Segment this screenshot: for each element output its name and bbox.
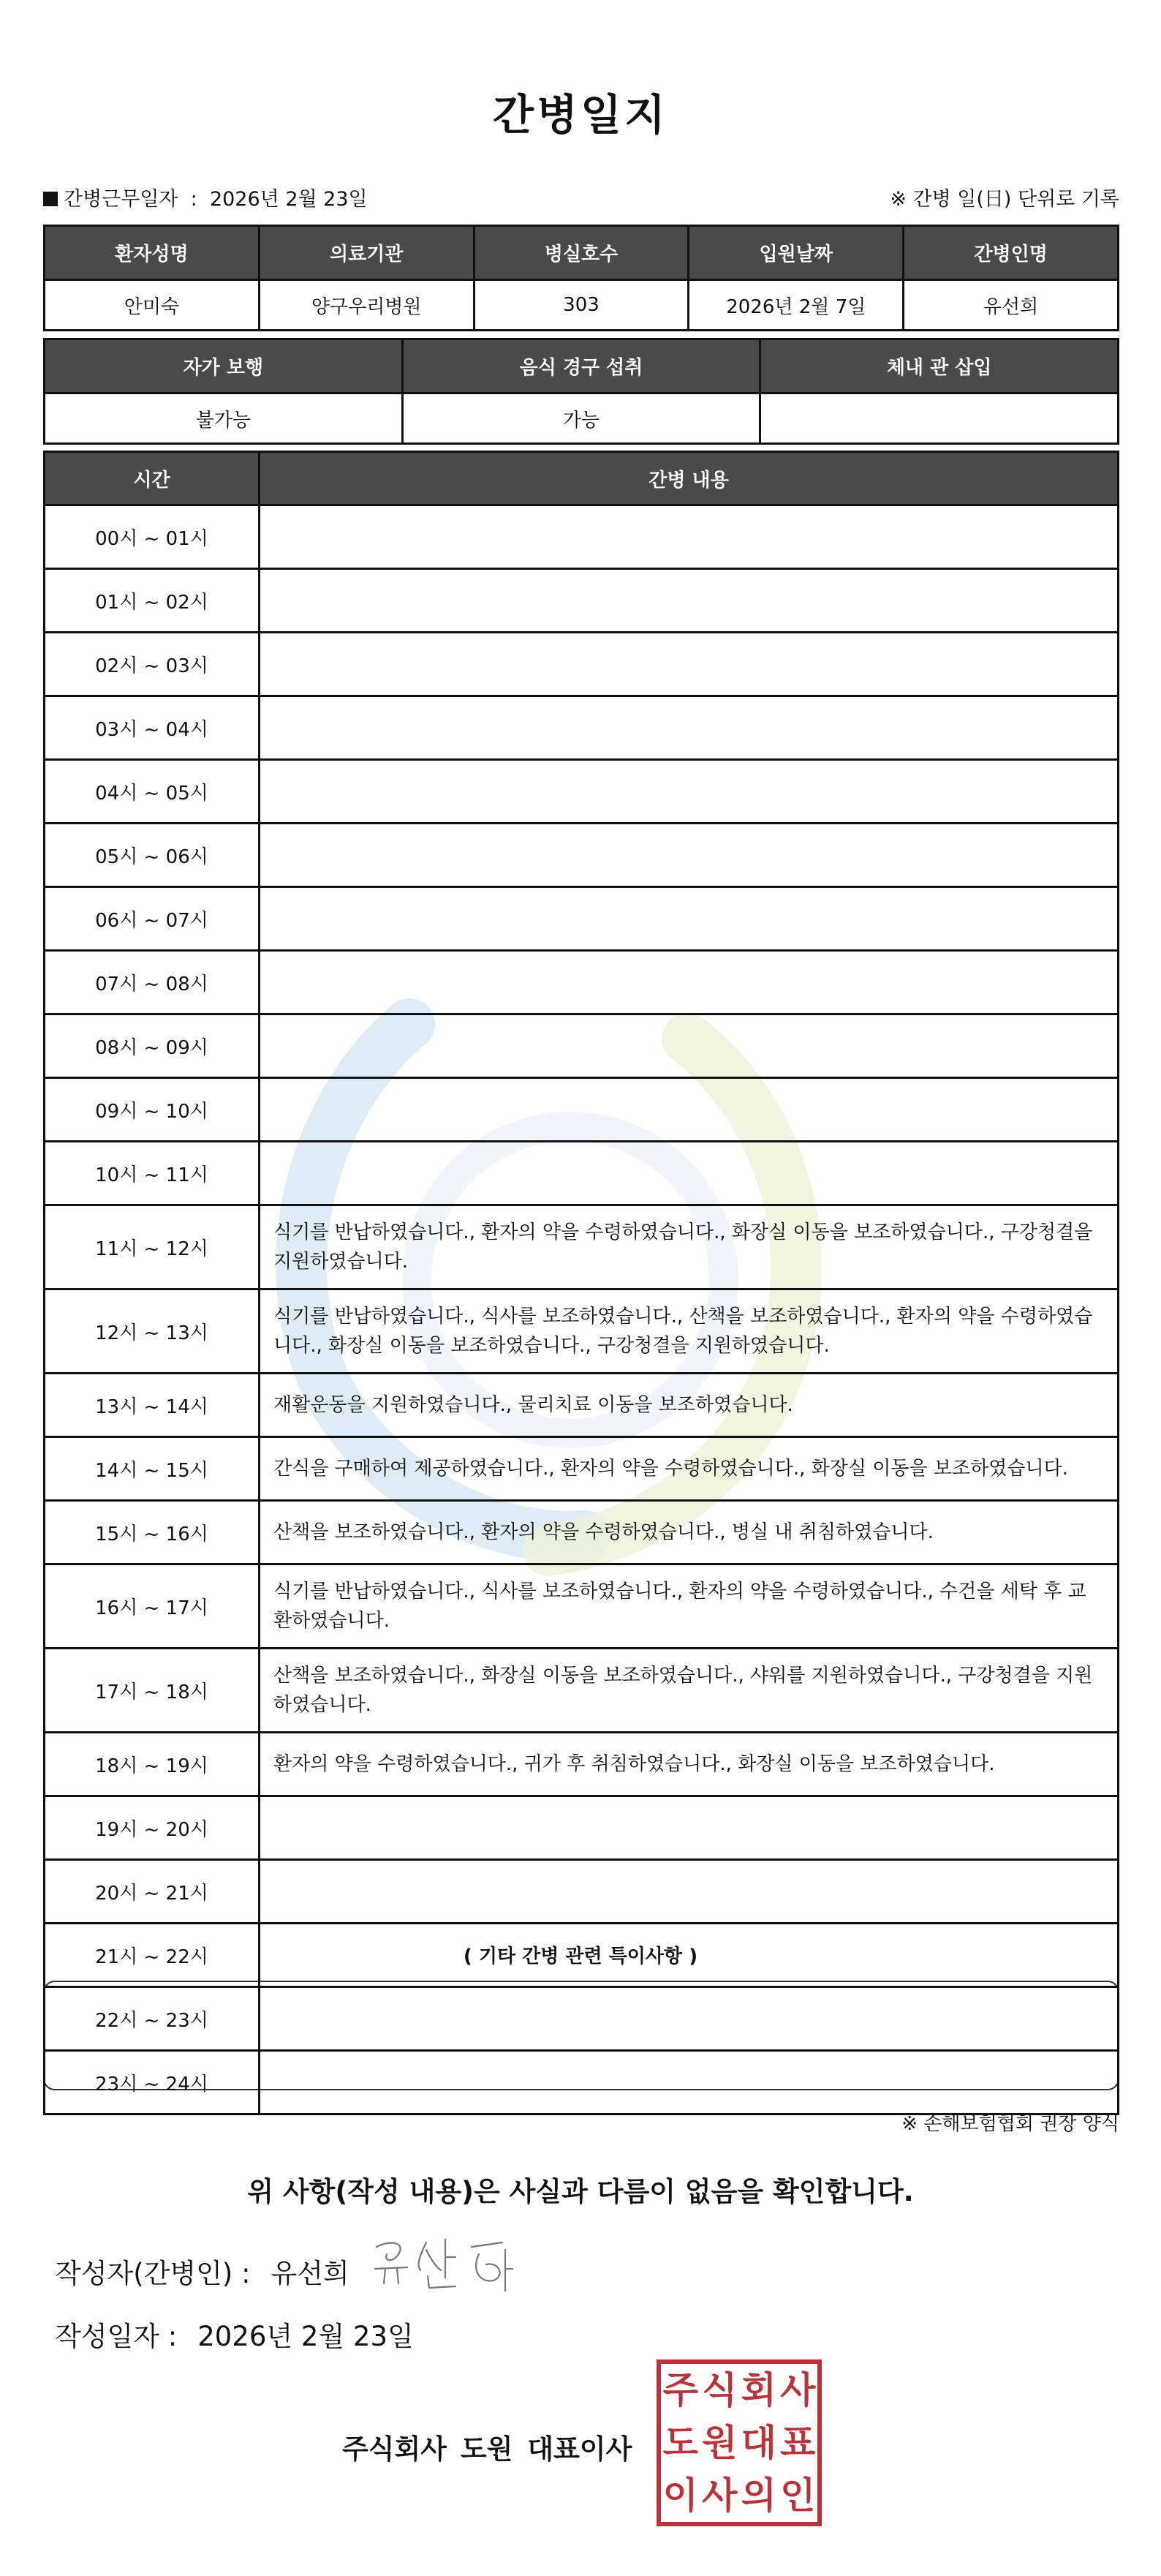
- patient-name-value: 안미숙: [45, 280, 260, 331]
- care-log-row: [45, 1649, 1119, 1733]
- log-time-cell: 20시 ~ 21시: [45, 1860, 260, 1924]
- work-date-value: 2026년 2월 23일: [209, 188, 368, 211]
- author-label: 작성자(간병인) :: [55, 2258, 251, 2289]
- care-log-row: [45, 1078, 1119, 1142]
- log-content-cell: 산책을 보조하였습니다., 환자의 약을 수령하였습니다., 병실 내 취침하였습니다.: [260, 1501, 1119, 1564]
- work-date: [43, 183, 368, 211]
- log-time-cell: 19시 ~ 20시: [45, 1796, 260, 1860]
- log-content-cell: [260, 633, 1119, 696]
- log-time-cell: 05시 ~ 06시: [45, 824, 260, 887]
- header-room: 병실호수: [474, 226, 689, 280]
- seal-char: 표: [780, 2422, 816, 2464]
- header-care-content: 간병 내용: [260, 452, 1119, 505]
- care-log-row: [45, 1142, 1119, 1205]
- log-content-cell: 재활운동을 지원하였습니다., 물리치료 이동을 보조하였습니다.: [260, 1374, 1119, 1437]
- log-time-cell: 01시 ~ 02시: [45, 569, 260, 633]
- header-time: 시간: [45, 452, 260, 505]
- care-log-row: [45, 1501, 1119, 1564]
- log-time-cell: 13시 ~ 14시: [45, 1374, 260, 1437]
- admission-date-value: 2026년 2월 7일: [689, 280, 904, 331]
- tube-insertion-value: [760, 393, 1119, 444]
- log-time-cell: 10시 ~ 11시: [45, 1142, 260, 1205]
- header-self-walking: 자가 보행: [45, 339, 403, 393]
- log-content-cell: [260, 1078, 1119, 1142]
- log-content-cell: [260, 951, 1119, 1014]
- seal-char: 의: [741, 2474, 776, 2517]
- care-log-row: [45, 1437, 1119, 1501]
- header-hospital: 의료기관: [259, 226, 474, 280]
- log-time-cell: 07시 ~ 08시: [45, 951, 260, 1014]
- form-note: ※ 손해보험협회 권장 양식: [901, 2113, 1119, 2135]
- log-time-cell: 14시 ~ 15시: [45, 1437, 260, 1501]
- log-time-cell: 23시 ~ 24시: [45, 2051, 260, 2114]
- seal-grid: [657, 2360, 822, 2526]
- log-content-cell: [260, 1860, 1119, 1924]
- room-value: 303: [474, 280, 689, 331]
- log-content-cell: 식기를 반납하였습니다., 식사를 보조하였습니다., 환자의 약을 수령하였습니다., 수건을 세탁 후 교환하였습니다.: [260, 1564, 1119, 1649]
- log-content-cell: 간식을 구매하여 제공하였습니다., 환자의 약을 수령하였습니다., 화장실 이동을 보조하였습니다.: [260, 1437, 1119, 1501]
- log-content-cell: [260, 824, 1119, 887]
- log-time-cell: 09시 ~ 10시: [45, 1078, 260, 1142]
- log-content-cell: 식기를 반납하였습니다., 식사를 보조하였습니다., 산책을 보조하였습니다., 환자의 약을 수령하였습니다., 화장실 이동을 보조하였습니다., 구강청결을 지원하였습니다.: [260, 1289, 1119, 1374]
- care-log-row: [45, 824, 1119, 887]
- log-content-cell: 식기를 반납하였습니다., 환자의 약을 수령하였습니다., 화장실 이동을 보조하였습니다., 구강청결을 지원하였습니다.: [260, 1205, 1119, 1289]
- header-admission-date: 입원날짜: [689, 226, 904, 280]
- header-patient-name: 환자성명: [45, 226, 260, 280]
- log-content-cell: [260, 505, 1119, 569]
- seal-char: 식: [702, 2369, 738, 2411]
- patient-status-table: [43, 338, 1119, 445]
- log-content-cell: [260, 1014, 1119, 1078]
- record-note: ※ 간병 일(日) 단위로 기록: [890, 188, 1119, 211]
- header-oral-intake: 음식 경구 섭취: [402, 339, 760, 393]
- log-time-cell: 21시 ~ 22시: [45, 1924, 260, 1987]
- care-log-row: [45, 1860, 1119, 1924]
- log-content-cell: [260, 569, 1119, 633]
- oral-intake-value: 가능: [402, 393, 760, 444]
- log-content-cell: [260, 696, 1119, 760]
- log-time-cell: 00시 ~ 01시: [45, 505, 260, 569]
- care-log-body: [45, 505, 1119, 2114]
- work-date-label: 간병근무일자: [64, 188, 178, 211]
- confirmation-statement: 위 사항(작성 내용)은 사실과 다름이 없음을 확인합니다.: [247, 2176, 914, 2207]
- seal-char: 사: [702, 2474, 738, 2517]
- care-log-row: [45, 569, 1119, 633]
- log-content-cell: [260, 887, 1119, 951]
- author-name: 유선희: [271, 2258, 349, 2289]
- care-log-row: [45, 633, 1119, 696]
- notes-title: ( 기타 간병 관련 특이사항 ): [463, 1946, 698, 1967]
- care-log-row: [45, 1564, 1119, 1649]
- log-time-cell: 18시 ~ 19시: [45, 1733, 260, 1796]
- care-log-table: [43, 451, 1119, 2115]
- log-time-cell: 03시 ~ 04시: [45, 696, 260, 760]
- self-walking-value: 불가능: [45, 393, 403, 444]
- care-log-row: [45, 1733, 1119, 1796]
- log-time-cell: 22시 ~ 23시: [45, 1987, 260, 2051]
- handwritten-signature: [369, 2232, 515, 2298]
- care-log-row: [45, 1796, 1119, 1860]
- caregiver-value: 유선희: [904, 280, 1119, 331]
- company-signature-line: [342, 2427, 632, 2466]
- log-content-cell: [260, 2051, 1119, 2114]
- work-date-separator: :: [190, 188, 197, 211]
- care-log-row: [45, 1924, 1119, 1987]
- seal-char: 대: [741, 2422, 776, 2464]
- log-content-cell: 환자의 약을 수령하였습니다., 귀가 후 취침하였습니다., 화장실 이동을 보조하였습니다.: [260, 1733, 1119, 1796]
- log-content-cell: [260, 1987, 1119, 2051]
- ceo-title: 대표이사: [527, 2433, 632, 2465]
- care-log-row: [45, 2051, 1119, 2114]
- patient-info-table: [43, 225, 1119, 331]
- care-log-row: [45, 1374, 1119, 1437]
- company-seal: [657, 2360, 822, 2526]
- company-name: 주식회사 도원: [342, 2433, 513, 2465]
- care-log-row: [45, 505, 1119, 569]
- seal-char: 이: [662, 2474, 698, 2517]
- log-time-cell: 16시 ~ 17시: [45, 1564, 260, 1649]
- log-content-cell: [260, 1796, 1119, 1860]
- seal-char: 회: [741, 2369, 776, 2411]
- square-bullet-icon: [43, 192, 58, 206]
- log-time-cell: 12시 ~ 13시: [45, 1289, 260, 1374]
- header-caregiver: 간병인명: [904, 226, 1119, 280]
- written-date-label: 작성일자 :: [55, 2321, 178, 2352]
- care-log-row: [45, 1205, 1119, 1289]
- seal-char: 원: [702, 2422, 738, 2464]
- author-row: [55, 2251, 349, 2291]
- log-content-cell: 산책을 보조하였습니다., 화장실 이동을 보조하였습니다., 샤워를 지원하였습니다., 구강청결을 지원하였습니다.: [260, 1649, 1119, 1733]
- written-date-value: 2026년 2월 23일: [197, 2321, 414, 2352]
- care-log-row: [45, 1014, 1119, 1078]
- log-time-cell: 11시 ~ 12시: [45, 1205, 260, 1289]
- log-content-cell: [260, 760, 1119, 824]
- log-content-cell: [260, 1924, 1119, 1987]
- log-time-cell: 02시 ~ 03시: [45, 633, 260, 696]
- care-log-row: [45, 760, 1119, 824]
- care-log-row: [45, 696, 1119, 760]
- care-log-row: [45, 1289, 1119, 1374]
- meta-row: [43, 183, 1119, 215]
- seal-char: 주: [662, 2369, 698, 2411]
- care-log-row: [45, 887, 1119, 951]
- hospital-value: 양구우리병원: [259, 280, 474, 331]
- document-title: 간병일지: [492, 90, 669, 140]
- written-date-row: [55, 2314, 414, 2354]
- seal-char: 사: [780, 2369, 816, 2411]
- seal-char: 도: [662, 2422, 698, 2464]
- care-log-row: [45, 951, 1119, 1014]
- seal-char: 인: [780, 2474, 816, 2517]
- log-time-cell: 17시 ~ 18시: [45, 1649, 260, 1733]
- log-time-cell: 06시 ~ 07시: [45, 887, 260, 951]
- log-content-cell: [260, 1142, 1119, 1205]
- log-time-cell: 15시 ~ 16시: [45, 1501, 260, 1564]
- care-log-row: [45, 1987, 1119, 2051]
- log-time-cell: 08시 ~ 09시: [45, 1014, 260, 1078]
- log-time-cell: 04시 ~ 05시: [45, 760, 260, 824]
- header-tube-insertion: 체내 관 삽입: [760, 339, 1119, 393]
